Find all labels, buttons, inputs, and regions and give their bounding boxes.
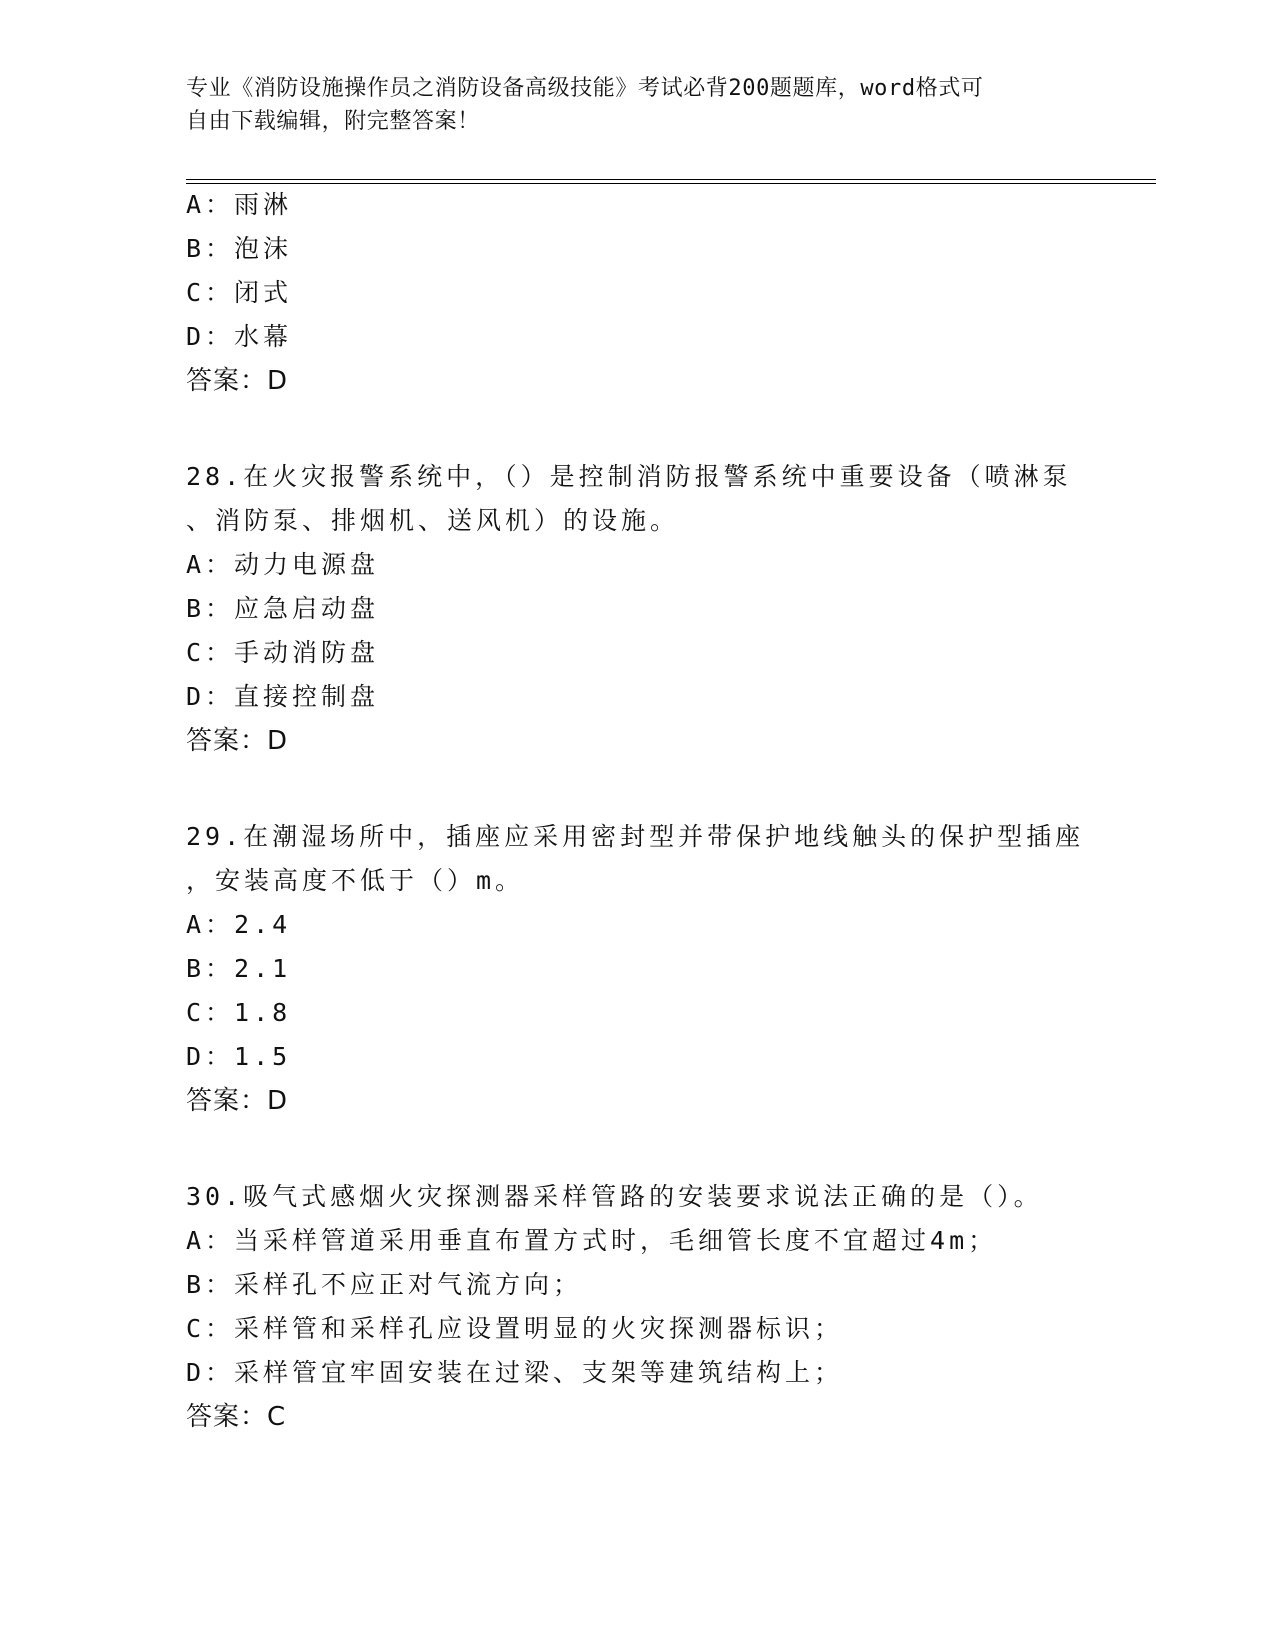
header-rule-bottom: [186, 183, 1156, 184]
q27-answer: 答案：D: [186, 366, 289, 396]
header-rule-top: [186, 179, 1156, 180]
q29-stem-line-2: ，安装高度不低于（）m。: [186, 866, 525, 895]
q29-option-d: D：1.5: [186, 1042, 292, 1071]
header-line-1: 专业《消防设施操作员之消防设备高级技能》考试必背200题题库，word格式可: [186, 76, 984, 101]
q27-option-d: D：水幕: [186, 322, 293, 351]
q28-option-b: B：应急启动盘: [186, 594, 380, 623]
q29-option-a: A：2.4: [186, 910, 292, 939]
q28-option-a: A：动力电源盘: [186, 550, 380, 579]
q27-option-c: C：闭式: [186, 278, 293, 307]
page-header: [186, 72, 1086, 138]
q30-option-c: C：采样管和采样孔应设置明显的火灾探测器标识；: [186, 1314, 844, 1343]
q29-stem-line-1: 29.在潮湿场所中，插座应采用密封型并带保护地线触头的保护型插座: [186, 822, 1085, 851]
q27-option-a: A：雨淋: [186, 190, 293, 219]
q30-answer: 答案：C: [186, 1402, 287, 1432]
q28-option-d: D：直接控制盘: [186, 682, 380, 711]
q29-answer: 答案：D: [186, 1086, 289, 1116]
q30-option-b: B：采样孔不应正对气流方向；: [186, 1270, 583, 1299]
q29-option-c: C：1.8: [186, 998, 292, 1027]
q28-stem-line-1: 28.在火灾报警系统中，（）是控制消防报警系统中重要设备（喷淋泵: [186, 462, 1072, 491]
q30-option-a: A：当采样管道采用垂直布置方式时，毛细管长度不宜超过4m；: [186, 1226, 998, 1255]
q27-option-b: B：泡沫: [186, 234, 293, 263]
q30-option-d: D：采样管宜牢固安装在过梁、支架等建筑结构上；: [186, 1358, 844, 1387]
q28-option-c: C：手动消防盘: [186, 638, 380, 667]
q30-stem-line-1: 30.吸气式感烟火灾探测器采样管路的安装要求说法正确的是（）。: [186, 1182, 1043, 1211]
q28-answer: 答案：D: [186, 726, 289, 756]
q28-stem-line-2: 、消防泵、排烟机、送风机）的设施。: [186, 506, 680, 535]
q29-option-b: B：2.1: [186, 954, 292, 983]
header-line-2: 自由下载编辑，附完整答案！: [186, 109, 480, 134]
